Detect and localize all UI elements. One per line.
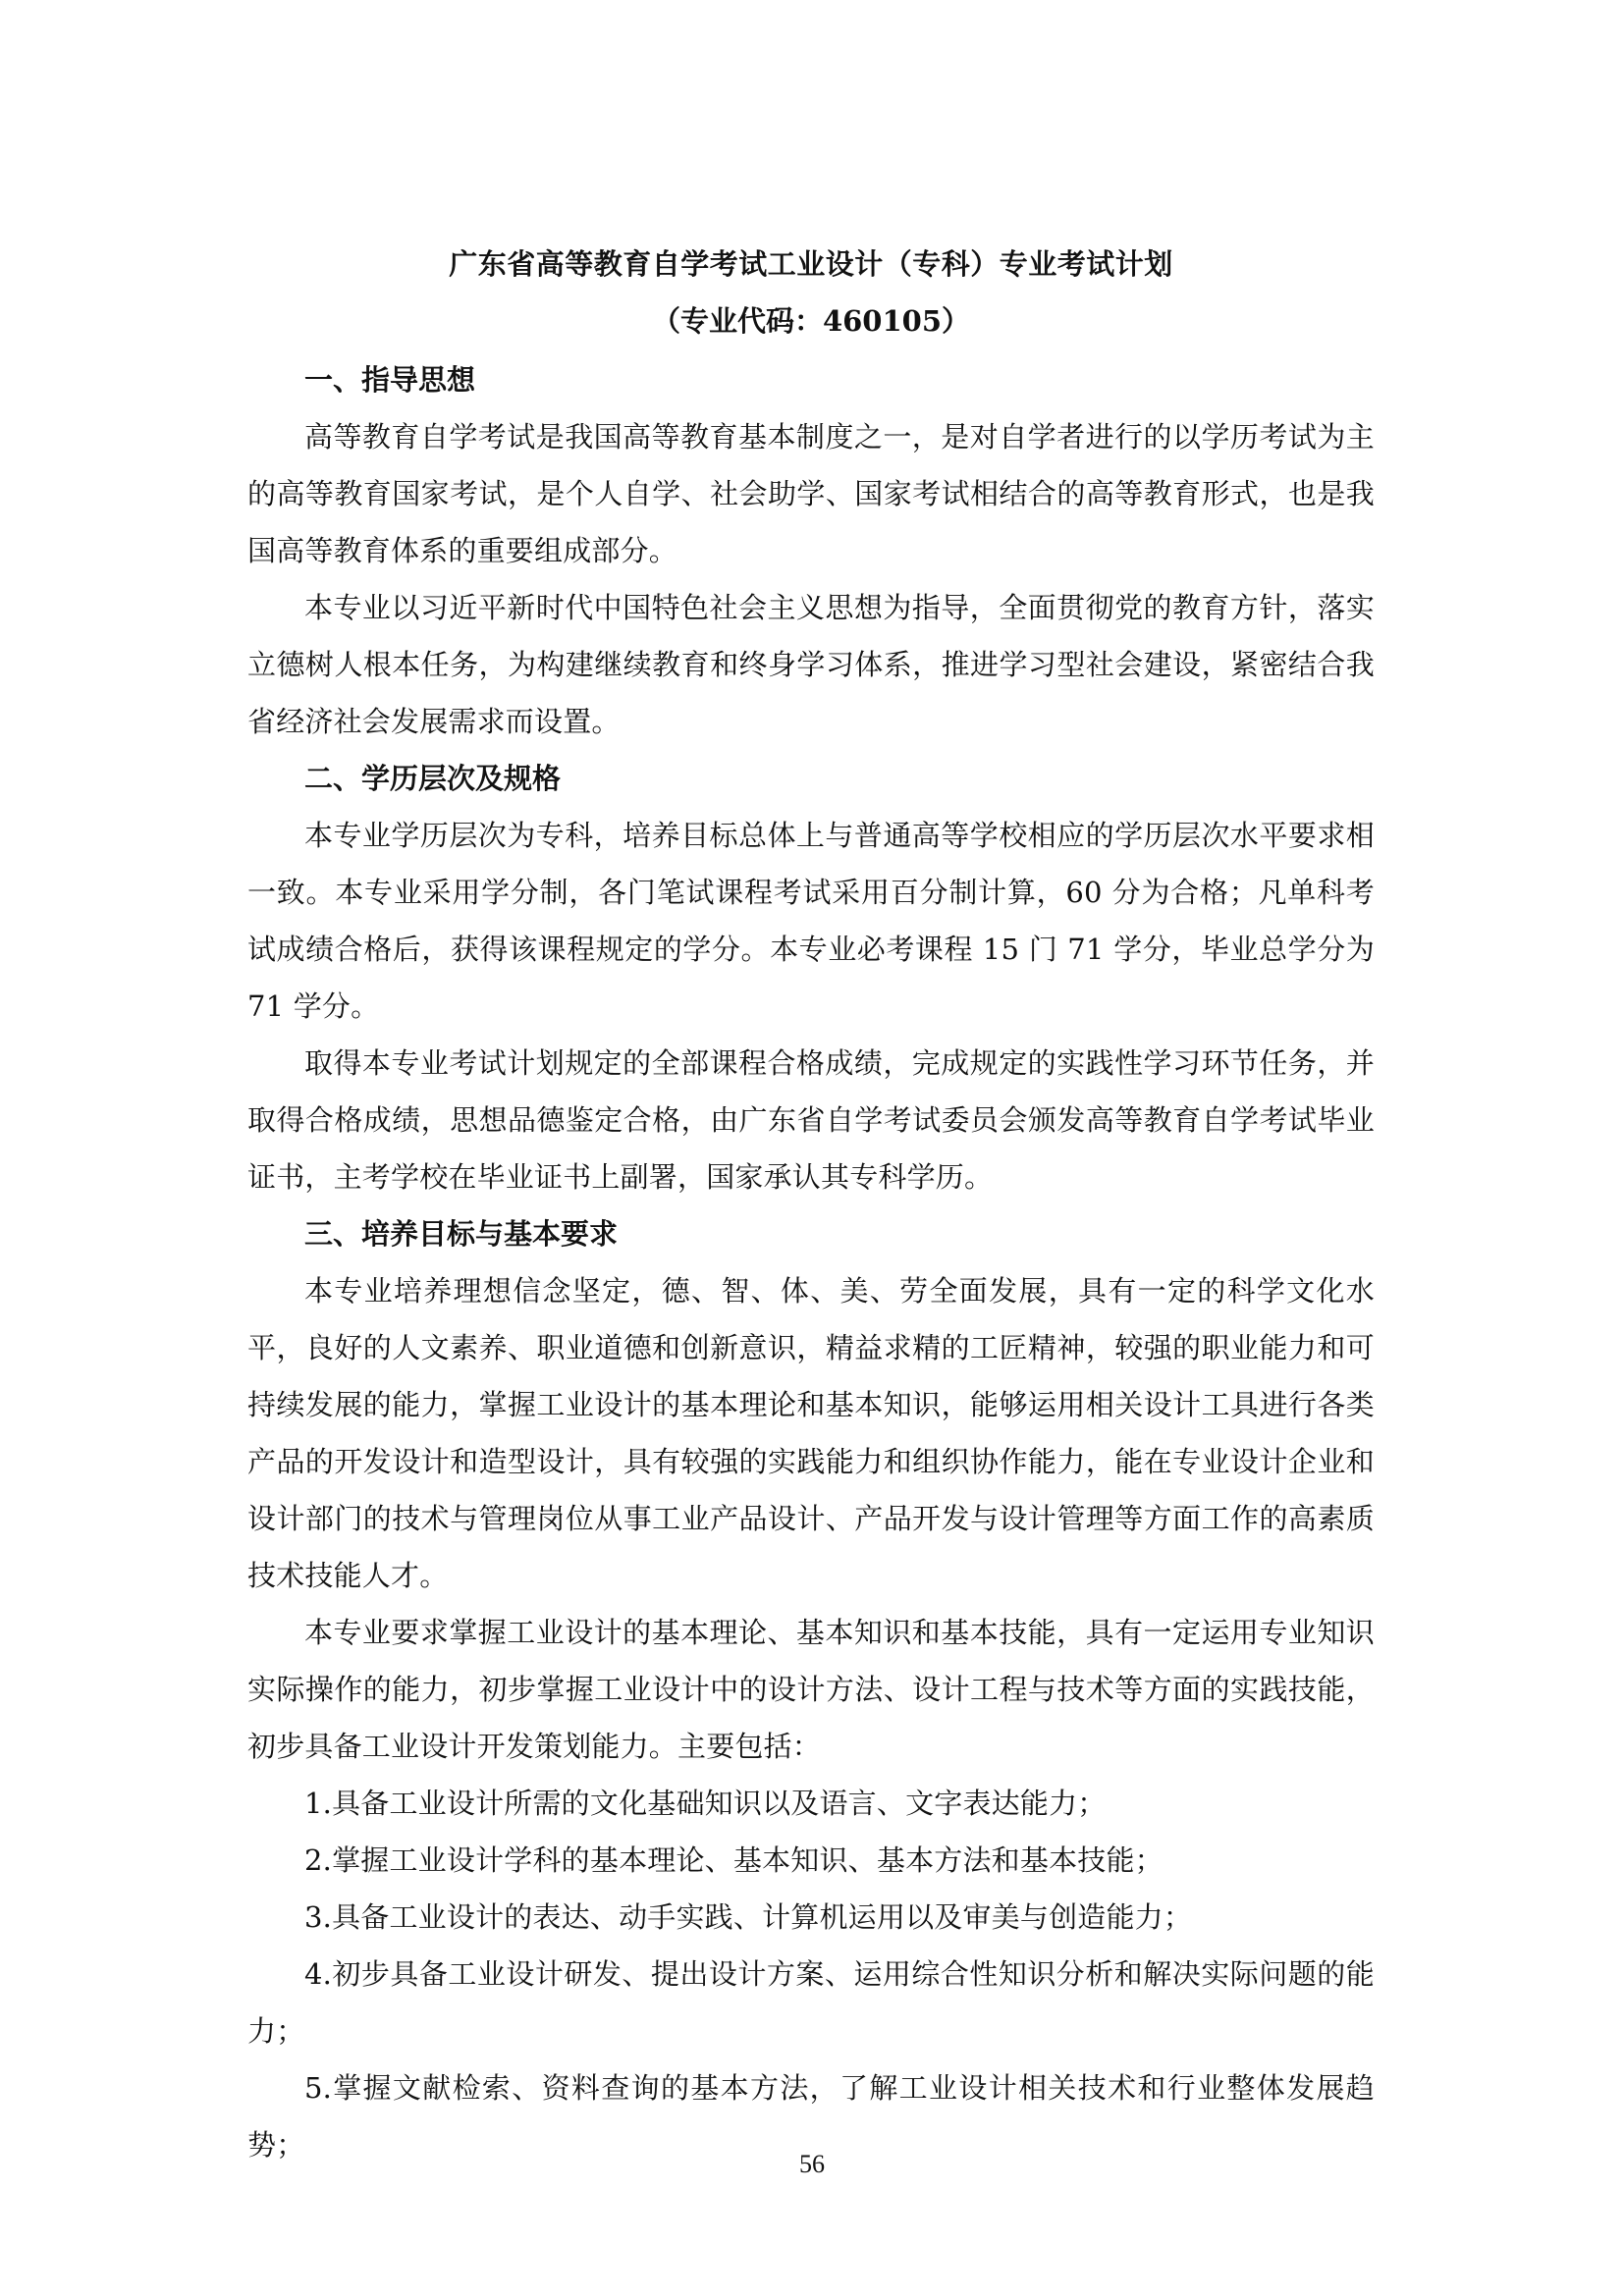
section-paragraph: 取得本专业考试计划规定的全部课程合格成绩，完成规定的实践性学习环节任务，并取得合格成绩，思想品德鉴定合格，由广东省自学考试委员会颁发高等教育自学考试毕业证书，主考学校在毕业证书上副署，国家承认其专科学历。 [247,1046,1375,1194]
requirement-item: 5.掌握文献检索、资料查询的基本方法，了解工业设计相关技术和行业整体发展趋势； [247,2071,1375,2162]
section-paragraph: 本专业学历层次为专科，培养目标总体上与普通高等学校相应的学历层次水平要求相一致。本专业采用学分制，各门笔试课程考试采用百分制计算，60 分为合格；凡单科考试成绩合格后，获得该课程规定的学分。本专业必考课程 15 门 71 学分，毕业总学分为 71 学分。 [247,819,1375,1023]
section-paragraph: 本专业要求掌握工业设计的基本理论、基本知识和基本技能，具有一定运用专业知识实际操作的能力，初步掌握工业设计中的设计方法、设计工程与技术等方面的实践技能，初步具备工业设计开发策划能力。主要包括： [247,1616,1375,1763]
section-paragraph: 高等教育自学考试是我国高等教育基本制度之一，是对自学者进行的以学历考试为主的高等教育国家考试，是个人自学、社会助学、国家考试相结合的高等教育形式，也是我国高等教育体系的重要组成部分。 [247,420,1375,567]
page-number: 56 [799,2150,825,2178]
section-education-level [247,750,1375,1205]
requirement-item: 1.具备工业设计所需的文化基础知识以及语言、文字表达能力； [304,1787,1107,1820]
document-subtitle: （专业代码：460105） [651,304,971,338]
section-paragraph: 本专业以习近平新时代中国特色社会主义思想为指导，全面贯彻党的教育方针，落实立德树人根本任务，为构建继续教育和终身学习体系，推进学习型社会建设，紧密结合我省经济社会发展需求而设置。 [247,591,1375,738]
section-heading: 一、指导思想 [304,363,476,397]
section-training-objectives [247,1205,1375,2173]
section-heading: 三、培养目标与基本要求 [304,1217,619,1251]
section-heading: 二、学历层次及规格 [304,762,562,795]
requirement-item: 2.掌握工业设计学科的基本理论、基本知识、基本方法和基本技能； [304,1843,1164,1877]
requirement-item: 4.初步具备工业设计研发、提出设计方案、运用综合性知识分析和解决实际问题的能力； [247,1957,1375,2048]
section-guiding-thought [247,351,1375,750]
document-title: 广东省高等教育自学考试工业设计（专科）专业考试计划 [449,247,1173,281]
requirement-item: 3.具备工业设计的表达、动手实践、计算机运用以及审美与创造能力； [304,1900,1193,1934]
document-page [247,236,1375,2173]
section-paragraph: 本专业培养理想信念坚定，德、智、体、美、劳全面发展，具有一定的科学文化水平，良好的人文素养、职业道德和创新意识，精益求精的工匠精神，较强的职业能力和可持续发展的能力，掌握工业设计的基本理论和基本知识，能够运用相关设计工具进行各类产品的开发设计和造型设计，具有较强的实践能力和组织协作能力，能在专业设计企业和设计部门的技术与管理岗位从事工业产品设计、产品开发与设计管理等方面工作的高素质技术技能人才。 [247,1274,1375,1592]
